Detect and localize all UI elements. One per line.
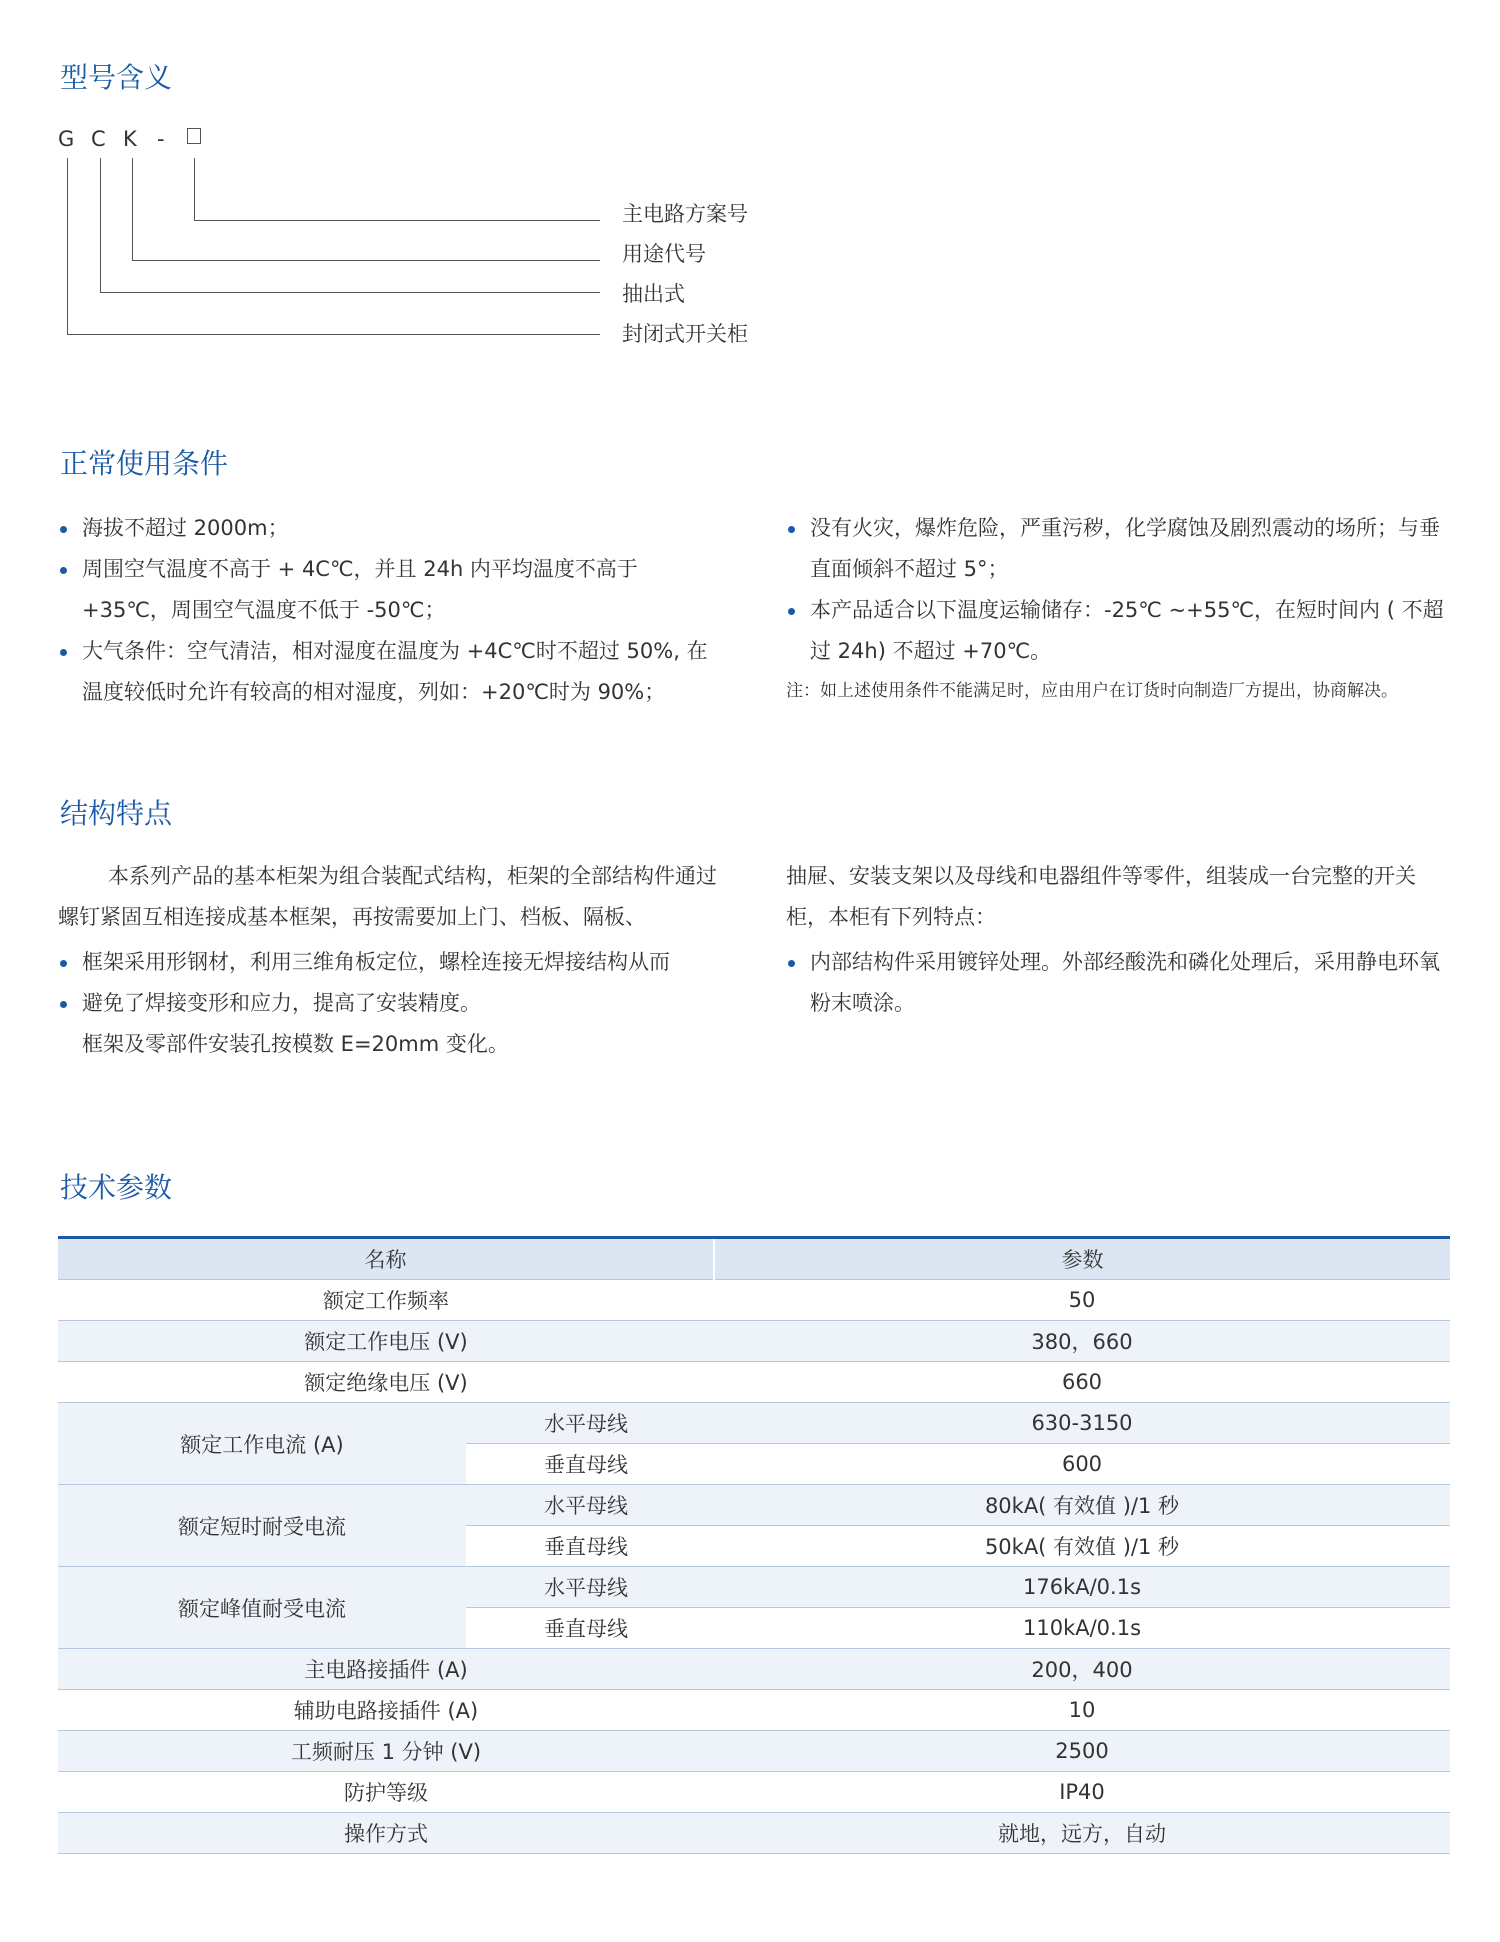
table-row	[58, 1403, 1450, 1444]
code-letter-k: K	[123, 127, 137, 151]
row-value: 176kA/0.1s	[714, 1567, 1450, 1608]
structure-left-extra: 框架及零部件安装孔按模数 E=20mm 变化。	[82, 1032, 509, 1056]
params-table	[58, 1236, 1450, 1854]
row-sub-name: 垂直母线	[466, 1608, 714, 1649]
row-value: 110kA/0.1s	[714, 1608, 1450, 1649]
row-value: 10	[714, 1690, 1450, 1731]
header-value: 参数	[714, 1238, 1450, 1280]
list-item: 没有火灾，爆炸危险，严重污秽，化学腐蚀及剧烈震动的场所；与垂直面倾斜不超过 5°；	[786, 508, 1452, 590]
row-sub-name: 水平母线	[466, 1403, 714, 1444]
structure-left-column	[58, 856, 728, 1065]
leader-line	[132, 260, 600, 261]
row-value: 50kA( 有效值 )/1 秒	[714, 1526, 1450, 1567]
section-title-structure: 结构特点	[60, 797, 173, 830]
meaning-enclosed-switchgear: 封闭式开关柜	[622, 322, 748, 346]
row-name: 额定短时耐受电流	[58, 1485, 466, 1567]
code-letter-g: G	[58, 127, 75, 151]
row-sub-name: 水平母线	[466, 1567, 714, 1608]
table-header-row	[58, 1238, 1450, 1280]
meaning-withdrawable: 抽出式	[622, 282, 685, 306]
table-row	[58, 1485, 1450, 1526]
leader-line	[194, 220, 600, 221]
table-row	[58, 1731, 1450, 1772]
row-name: 额定绝缘电压 (V)	[58, 1362, 714, 1403]
leader-line	[132, 158, 133, 261]
row-sub-name: 水平母线	[466, 1485, 714, 1526]
row-value: 80kA( 有效值 )/1 秒	[714, 1485, 1450, 1526]
row-name: 额定峰值耐受电流	[58, 1567, 466, 1649]
table-row	[58, 1362, 1450, 1403]
meaning-main-circuit-scheme: 主电路方案号	[622, 202, 748, 226]
meaning-usage-code: 用途代号	[622, 242, 706, 266]
table-row	[58, 1690, 1450, 1731]
table-row	[58, 1567, 1450, 1608]
code-placeholder-box	[187, 128, 201, 144]
row-value: 50	[714, 1280, 1450, 1321]
list-item: 避免了焊接变形和应力，提高了安装精度。	[58, 983, 728, 1024]
structure-right-list	[786, 942, 1452, 1024]
table-row	[58, 1813, 1450, 1854]
leader-line	[194, 158, 195, 221]
list-item: 海拔不超过 2000m；	[58, 508, 728, 549]
table-row	[58, 1649, 1450, 1690]
row-value: 600	[714, 1444, 1450, 1485]
table-row	[58, 1772, 1450, 1813]
header-name: 名称	[58, 1238, 714, 1280]
list-item: 周围空气温度不高于 + 4C℃，并且 24h 内平均温度不高于 +35℃，周围空气温度不低于 -50℃；	[58, 549, 728, 631]
model-code-diagram	[0, 0, 820, 360]
row-name: 防护等级	[58, 1772, 714, 1813]
row-value: 660	[714, 1362, 1450, 1403]
leader-line	[100, 292, 600, 293]
list-item: 大气条件：空气清洁，相对湿度在温度为 +4C℃时不超过 50%, 在温度较低时允许有较高的相对湿度，列如：+20℃时为 90%；	[58, 631, 728, 713]
row-name: 工频耐压 1 分钟 (V)	[58, 1731, 714, 1772]
row-value: 2500	[714, 1731, 1450, 1772]
row-value: 380，660	[714, 1321, 1450, 1362]
structure-right-column	[786, 856, 1452, 1024]
list-item: 框架采用形钢材，利用三维角板定位，螺栓连接无焊接结构从而	[58, 942, 728, 983]
row-name: 额定工作电流 (A)	[58, 1403, 466, 1485]
conditions-right-column	[786, 508, 1452, 706]
row-sub-name: 垂直母线	[466, 1526, 714, 1567]
structure-left-paragraph: 本系列产品的基本柜架为组合装配式结构，柜架的全部结构件通过螺钉紧固互相连接成基本框架，再按需要加上门、档板、隔板、	[58, 864, 717, 929]
row-value: 就地，远方，自动	[714, 1813, 1450, 1854]
section-title-params: 技术参数	[60, 1171, 173, 1204]
row-name: 额定工作频率	[58, 1280, 714, 1321]
row-name: 辅助电路接插件 (A)	[58, 1690, 714, 1731]
row-name: 额定工作电压 (V)	[58, 1321, 714, 1362]
row-value: IP40	[714, 1772, 1450, 1813]
structure-left-list	[58, 942, 728, 1024]
code-letter-c: C	[91, 127, 106, 151]
list-item: 内部结构件采用镀锌处理。外部经酸洗和磷化处理后，采用静电环氧粉末喷涂。	[786, 942, 1452, 1024]
row-name: 操作方式	[58, 1813, 714, 1854]
row-value: 630-3150	[714, 1403, 1450, 1444]
leader-line	[67, 334, 600, 335]
section-title-conditions: 正常使用条件	[60, 447, 229, 480]
conditions-note: 注：如上述使用条件不能满足时，应由用户在订货时向制造厂方提出，协商解决。	[786, 681, 1398, 701]
conditions-left-column	[58, 508, 728, 713]
section-title-model: 型号含义	[60, 61, 173, 94]
table-row	[58, 1321, 1450, 1362]
structure-right-paragraph: 抽屉、安装支架以及母线和电器组件等零件，组装成一台完整的开关柜，本柜有下列特点：	[786, 864, 1416, 929]
row-name: 主电路接插件 (A)	[58, 1649, 714, 1690]
leader-line	[67, 158, 68, 335]
conditions-right-list	[786, 508, 1452, 672]
table-row	[58, 1280, 1450, 1321]
list-item: 本产品适合以下温度运输储存：-25℃ ~+55℃，在短时间内 ( 不超过 24h) 不超过 +70℃。	[786, 590, 1452, 672]
row-sub-name: 垂直母线	[466, 1444, 714, 1485]
row-value: 200，400	[714, 1649, 1450, 1690]
conditions-left-list	[58, 508, 728, 713]
code-letter-dash: -	[157, 127, 165, 151]
leader-line	[100, 158, 101, 293]
